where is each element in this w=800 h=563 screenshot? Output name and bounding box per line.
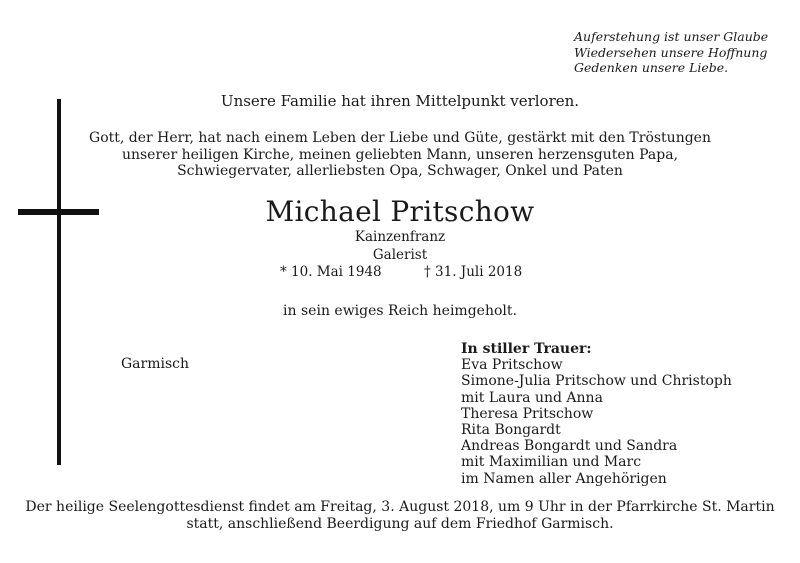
mourner-name: Simone-Julia Pritschow und Christoph: [461, 373, 732, 390]
deceased-nickname: Kainzenfranz: [354, 229, 446, 245]
deceased-name: Michael Pritschow: [265, 195, 535, 228]
mourner-name: Eva Pritschow: [461, 357, 563, 374]
intro-line: unserer heiligen Kirche, meinen geliebten Mann, unseren herzensguten Papa,: [121, 146, 679, 163]
mourner-name: im Namen aller Angehörigen: [461, 470, 667, 487]
mourner-name: Theresa Pritschow: [461, 405, 594, 422]
place-name: Garmisch: [121, 356, 190, 372]
lead-text: Unsere Familie hat ihren Mittelpunkt verloren.: [220, 92, 580, 110]
deceased-profession: Galerist: [372, 247, 428, 263]
mourner-name: mit Maximilian und Marc: [461, 454, 642, 471]
service-notice: [0, 499, 800, 533]
service-line: statt, anschließend Beerdigung auf dem Friedhof Garmisch.: [186, 516, 614, 532]
mourners-heading: In stiller Trauer:: [461, 341, 592, 357]
intro-line: Schwiegervater, allerliebsten Opa, Schwager, Onkel und Paten: [177, 163, 623, 179]
mourner-name: Andreas Bongardt und Sandra: [461, 438, 678, 455]
mourners-list: [461, 341, 732, 487]
service-line: Der heilige Seelengottesdienst findet am Freitag, 3. August 2018, um 9 Uhr in der Pfarrkirche St. Martin: [25, 499, 775, 515]
mourner-name: Rita Bongardt: [461, 422, 561, 439]
death-date: † 31. Juli 2018: [424, 264, 523, 280]
mourner-name: mit Laura und Anna: [461, 389, 603, 406]
birth-date: * 10. Mai 1948: [280, 264, 382, 280]
intro-line: Gott, der Herr, hat nach einem Leben der Liebe und Güte, gestärkt mit den Tröstungen: [89, 130, 711, 146]
called-home-text: in sein ewiges Reich heimgeholt.: [283, 303, 517, 319]
motto-line: Wiedersehen unsere Hoffnung: [574, 44, 768, 60]
motto-line: Auferstehung ist unser Glaube: [574, 29, 769, 44]
intro-text: [0, 130, 800, 180]
motto-quote: [574, 29, 768, 76]
motto-line: Gedenken unsere Liebe.: [574, 60, 729, 75]
